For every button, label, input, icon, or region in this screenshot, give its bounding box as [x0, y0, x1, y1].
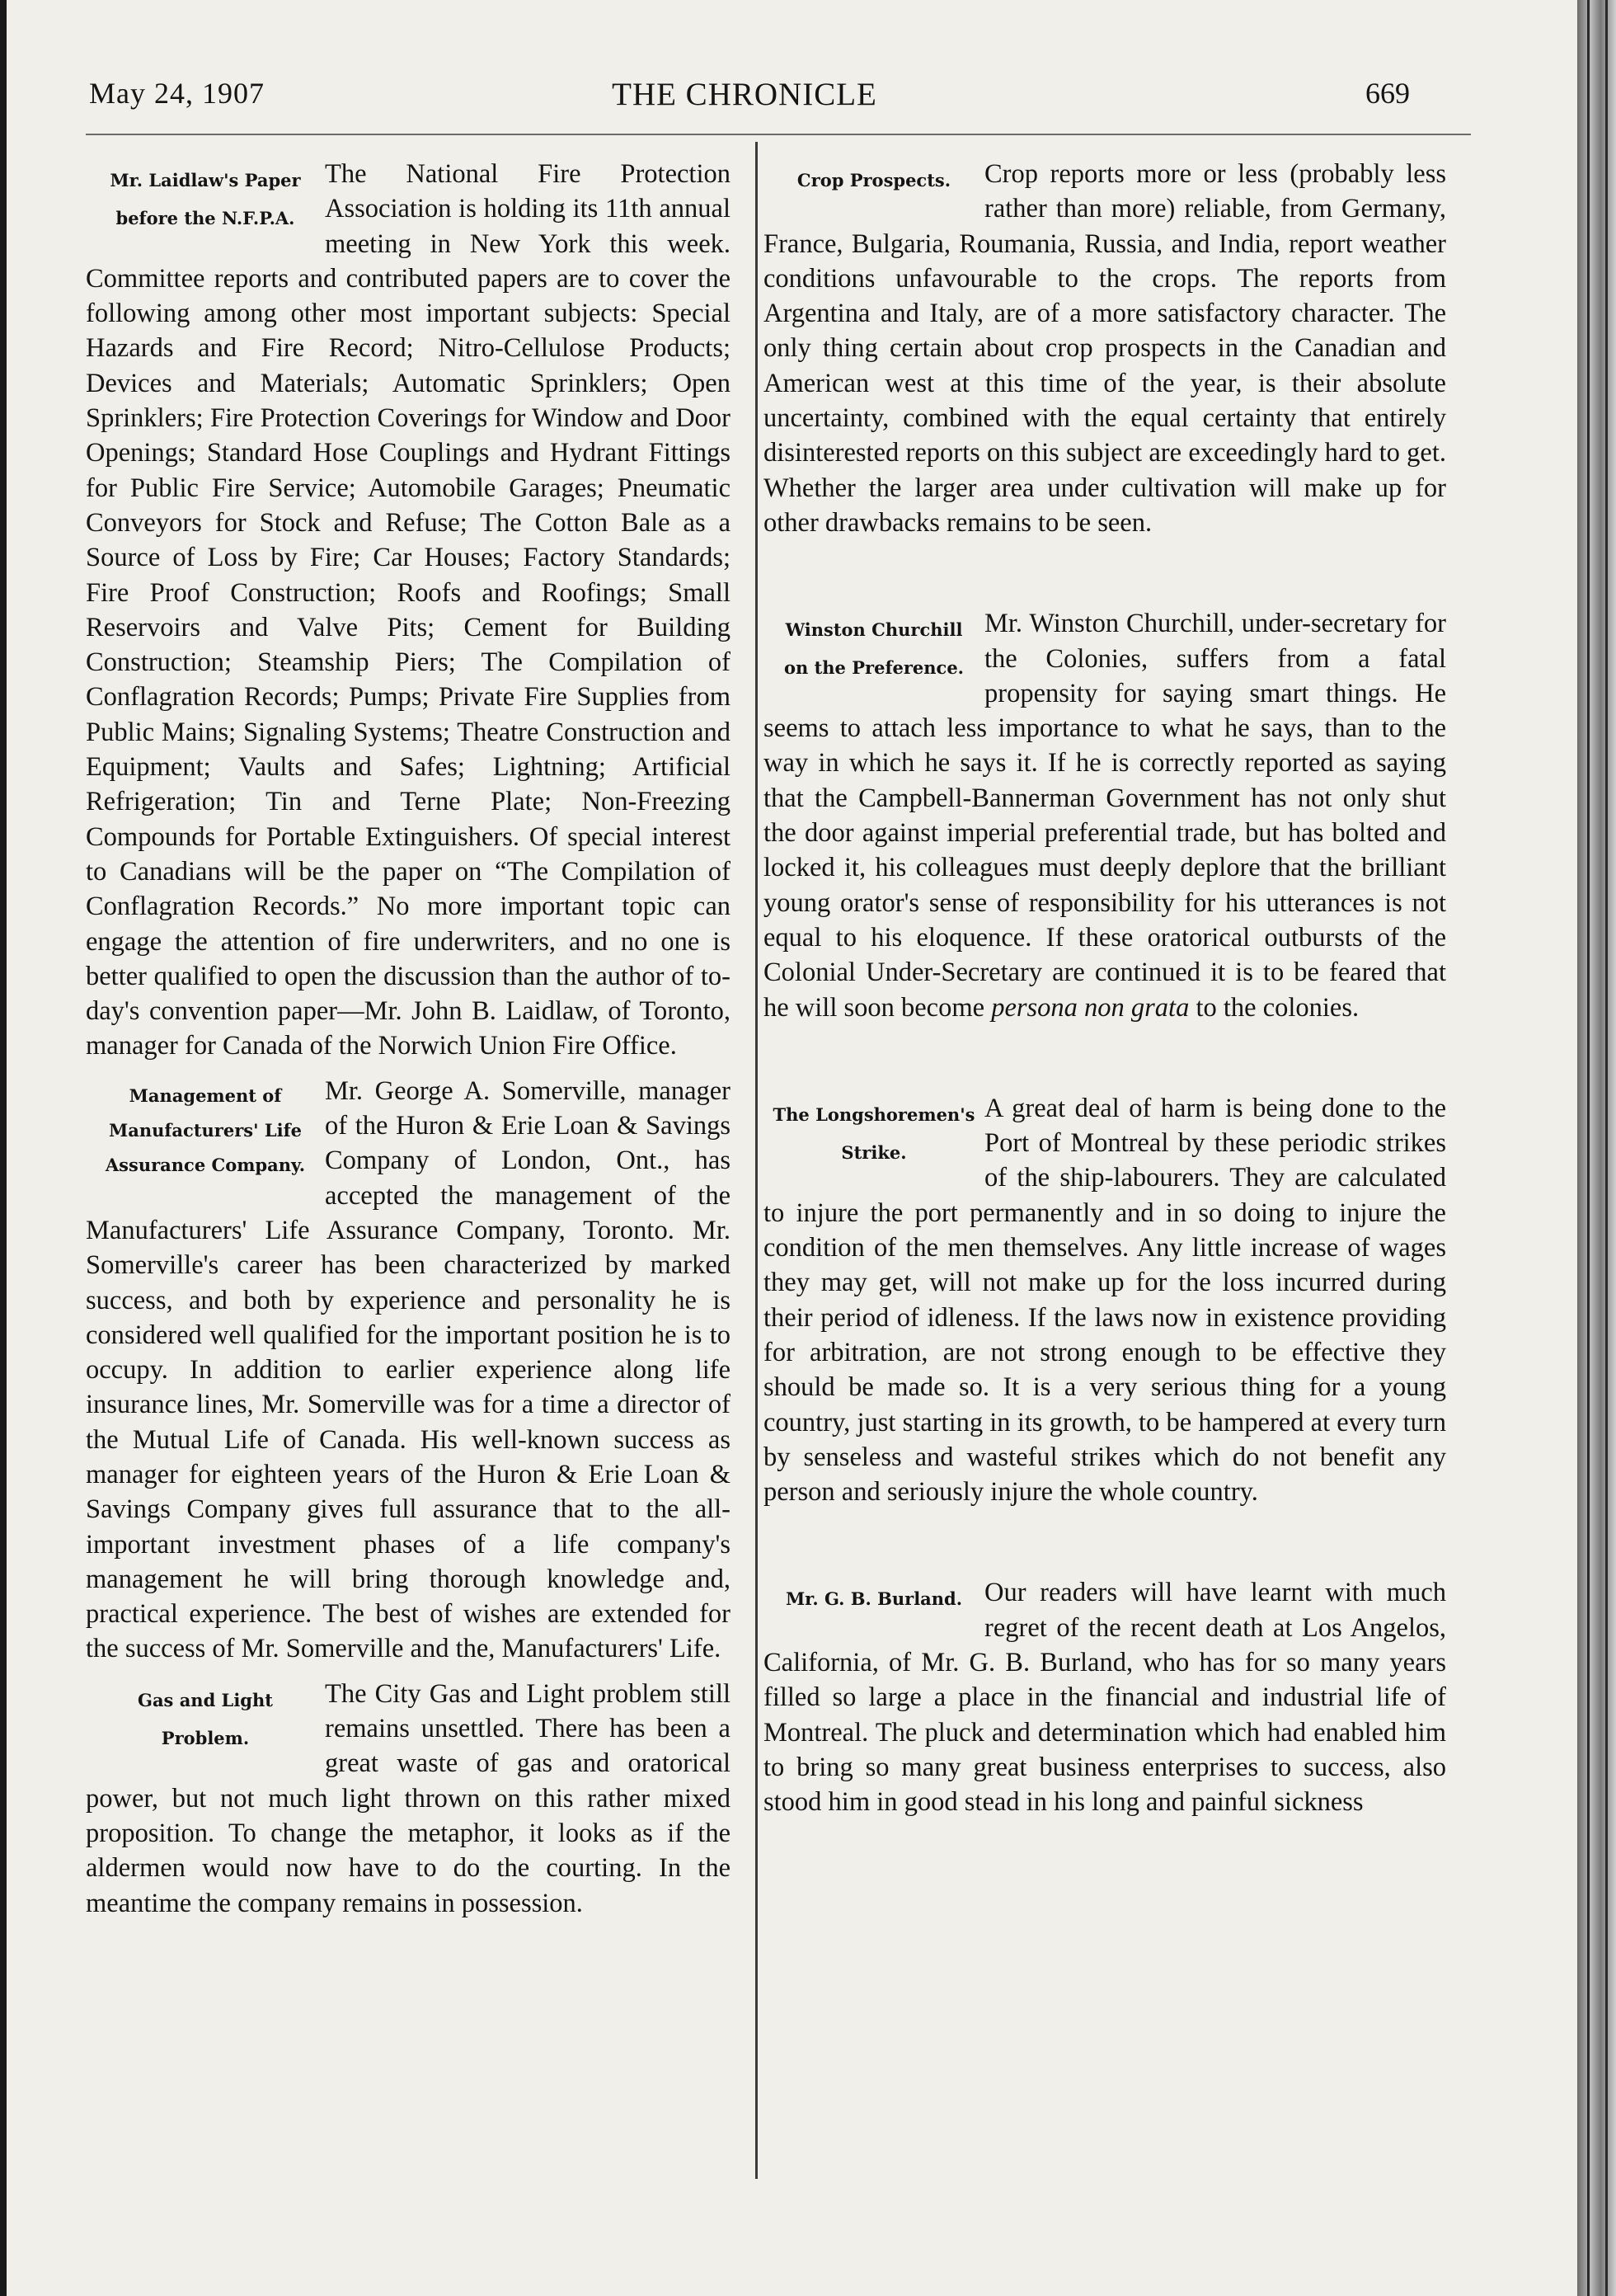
heading-line: The Longshoremen's [773, 1103, 975, 1125]
article-churchill [763, 606, 1446, 1025]
heading-line: Strike. [841, 1141, 907, 1163]
heading-line: Gas and Light [138, 1689, 273, 1710]
book-binding-edge [1577, 0, 1616, 2296]
article-crop-prospects [763, 157, 1446, 540]
heading-line: Mr. Laidlaw's Paper [110, 170, 301, 191]
article-laidlaw [86, 157, 730, 1064]
header-rule [86, 134, 1471, 135]
heading-line: before the N.F.P.A. [115, 208, 295, 228]
article-burland [763, 1575, 1446, 1819]
article-body: The City Gas and Light problem still remains unsettled. There has been a great waste of gas and oratorical power, but not much light thrown on this rather mixed proposition. To change the metaphor, it looks as if the aldermen would now have to do the courting. In the meantime the company remains in possession. [86, 1678, 730, 1918]
heading-line: Management of [129, 1084, 282, 1106]
article-longshoremen [763, 1091, 1446, 1510]
magazine-page [7, 0, 1577, 2296]
issue-date: May 24, 1907 [89, 77, 265, 110]
heading-line: Mr. G. B. Burland. [785, 1588, 963, 1610]
article-heading [763, 1096, 984, 1172]
page-number: 669 [1365, 77, 1410, 110]
left-column [86, 157, 730, 1931]
binding-line [1587, 0, 1590, 2296]
body-text: to the colonies. [1196, 992, 1360, 1023]
heading-line: on the Preference. [784, 657, 964, 679]
heading-line: Crop Prospects. [796, 170, 951, 191]
article-heading [763, 1580, 984, 1618]
italic-phrase: persona non grata [991, 992, 1190, 1023]
article-heading [86, 1079, 325, 1183]
body-text: Mr. Winston Churchill, under-secretary for the Colonies, suffers from a fatal propensity for saying smart things. He seems to attach less importance to what he says, than to the way in which he says it. If he is correctly reported as saying that the Campbell-Bannerman Government has not only shut the door against imperial preferential trade, but has bolted and locked it, his colleagues must deeply deplore that the brilliant young orator's sense of responsibility for his utterances is not equal to his eloquence. If these oratorical outbursts of the Colonial Under-Secretary are continued it is to be feared that he will soon become [763, 609, 1446, 1023]
heading-line: Assurance Company. [105, 1154, 306, 1175]
article-gas-light [86, 1677, 730, 1921]
binding-line [1605, 0, 1608, 2296]
heading-line: Winston Churchill [785, 619, 963, 641]
publication-title: THE CHRONICLE [612, 77, 877, 112]
heading-line: Problem. [161, 1727, 250, 1748]
article-body: Crop reports more or less (probably less rather than more) reliable, from Germany, France, Bulgaria, Roumania, Russia, and India, report weather conditions unfavourable to the crops. The reports from Argentina and Italy, are of a more satisfactory character. The only thing certain about crop prospects in the Canadian and American west at this time of the year, is their absolute uncertainty, combined with the equal certainty that entirely disinterested reports on this subject are exceedingly hard to get. Whether the larger area under cultivation will make up for other drawbacks remains to be seen. [763, 159, 1446, 538]
article-body: A great deal of harm is being done to the Port of Montreal by these periodic strikes of the ship-labourers. They are calculated to injure the port permanently and in so doing to injure the condition of the men themselves. Any little increase of wages they may get, will not make up for the loss incurred during their period of idleness. If the laws now in existence providing for arbitration, are not strong enough to be effective they should be made so. It is a very serious thing for a young country, just starting in its growth, to be hampered at every turn by senseless and wasteful strikes which do not benefit any person and seriously injure the whole country. [763, 1093, 1446, 1508]
article-somerville [86, 1074, 730, 1667]
column-rule [755, 142, 758, 2179]
article-body: The National Fire Protection Association is holding its 11th annual meeting in New York this week. Committee reports and contributed papers are to cover the following among other most important subjects: Special Hazards and Fire Record; Nitro-Cellulose Products; Devices and Materials; Automatic Sprinklers; Open Sprinklers; Fire Protection Coverings for Window and Door Openings; Standard Hose Couplings and Hydrant Fittings for Public Fire Service; Automobile Garages; Pneumatic Conveyors for Stock and Refuse; The Cotton Bale as a Source of Loss by Fire; Car Houses; Factory Standards; Fire Proof Construction; Roofs and Roofings; Small Reservoirs and Valve Pits; Cement for Building Construction; Steamship Piers; The Compilation of Conflagration Records; Pumps; Private Fire Supplies from Public Mains; Signaling Systems; Theatre Construction and Equipment; Vaults and Safes; Lightning; Artificial Refrigeration; Tin and Terne Plate; Non-Freezing Compounds for Portable Extinguishers. Of special interest to Canadians will be the paper on “The Compilation of Conflagration Records.” No more important topic can engage the attention of fire underwriters, and no one is better qualified to open the discussion than the author of to-day's convention paper—Mr. John B. Laidlaw, of Toronto, manager for Canada of the Norwich Union Fire Office. [86, 159, 730, 1061]
article-body: Mr. George A. Somerville, manager of the Huron & Erie Loan & Savings Company of London, Ont., has accepted the management of the Manufacturers' Life Assurance Company, Toronto. Mr. Somerville's career has been characterized by marked success, and both by experience and personality he is considered well qualified for the important position he is to occupy. In addition to earlier experience along life insurance lines, Mr. Somerville was for a time a director of the Mutual Life of Canada. His well-known success as manager for eighteen years of the Huron & Erie Loan & Savings Company gives full assurance that to the all-important investment phases of a life company's management he will bring thorough knowledge and, practical experience. The best of wishes are extended for the success of Mr. Somerville and the, Manufacturers' Life. [86, 1075, 730, 1664]
article-heading [86, 1682, 325, 1757]
right-column [763, 157, 1446, 1885]
article-body: Our readers will have learnt with much regret of the recent death at Los Angelos, California, of Mr. G. B. Burland, who has for so many years filled so large a place in the financial and industrial life of Montreal. The pluck and determination which had enabled him to bring so many great business enterprises to success, also stood him in good stead in his long and painful sickness [763, 1578, 1446, 1818]
article-heading [86, 162, 325, 238]
article-heading [763, 611, 984, 687]
heading-line: Manufacturers' Life [109, 1119, 302, 1141]
article-heading [763, 162, 984, 200]
